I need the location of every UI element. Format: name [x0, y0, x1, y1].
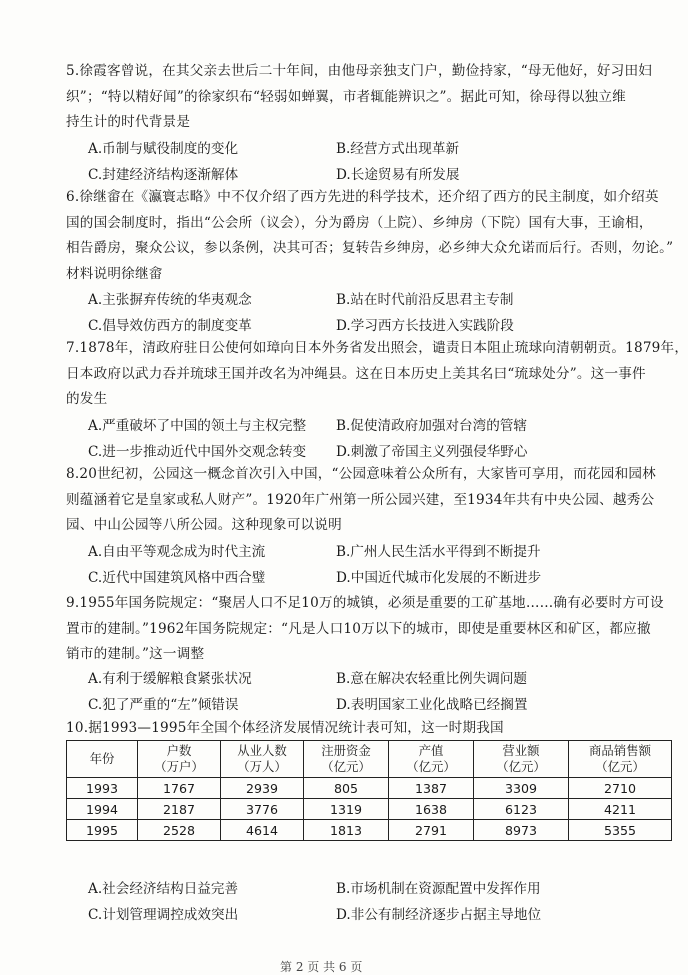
table-cell: 1995 — [67, 820, 138, 841]
question-line: 材料说明徐继畲 — [66, 265, 163, 282]
option-a: A.自由平等观念成为时代主流 — [88, 544, 266, 560]
option-d: D.刺激了帝国主义列强侵华野心 — [336, 444, 528, 460]
question-line: 持生计的时代背景是 — [66, 114, 191, 130]
option-c: C.近代中国建筑风格中西合璧 — [88, 570, 266, 586]
question-line: 则蕴涵着它是皇家或私人财产”。1920年广州第一所公园兴建，至1934年共有中央公园、越秀公 — [66, 491, 655, 508]
table-cell: 2939 — [221, 778, 304, 799]
option-b: B.市场机制在资源配置中发挥作用 — [336, 881, 541, 897]
question-7 — [66, 336, 688, 413]
question-line: 9.1955年国务院规定：“聚居人口不足10万的城镇，必须是重要的工矿基地……确有必要时方可设 — [66, 595, 664, 611]
question-line: 5.徐霞客曾说，在其父亲去世后二十年间，由他母亲独支门户，勤俭持家，“母无他好，好习田妇 — [66, 63, 653, 79]
option-b: B.站在时代前沿反思君主专制 — [336, 292, 514, 308]
header-revenue: 营业额 （亿元） — [474, 741, 569, 778]
page-footer: 第 2 页 共 6 页 — [280, 960, 363, 974]
table-cell: 5355 — [569, 820, 672, 841]
question-5 — [66, 59, 674, 136]
table-row — [67, 778, 672, 799]
question-line: 织”；“特以精好闻”的徐家织布“轻弱如蝉翼，市者辄能辨识之”。据此可知，徐母得以独立维 — [66, 88, 626, 105]
option-c: C.计划管理调控成效突出 — [88, 907, 239, 923]
question-line: 相告爵房，聚众公议，参以条例，决其可否；复转告乡绅房，必乡绅大众允诺而后行。否则，勿论。” — [66, 240, 674, 256]
question-line: 日本政府以武力吞并琉球王国并改名为冲绳县。这在日本历史上美其名曰“琉球处分”。这一事件 — [66, 365, 646, 382]
question-10 — [66, 716, 674, 742]
question-line: 8.20世纪初，公园这一概念首次引入中国，“公园意味着公众所有，大家皆可享用，而花园和园林 — [66, 466, 656, 482]
table-cell: 1767 — [138, 778, 221, 799]
option-a: A.币制与赋役制度的变化 — [88, 141, 239, 157]
table-cell: 1994 — [67, 799, 138, 820]
header-households: 户数 （万户） — [138, 741, 221, 778]
table-row — [67, 820, 672, 841]
table-cell: 2710 — [569, 778, 672, 799]
table-cell: 805 — [304, 778, 389, 799]
table-cell: 4211 — [569, 799, 672, 820]
question-line: 7.1878年，清政府驻日公使何如璋向日本外务省发出照会，谴责日本阻止琉球向清朝朝贡。1879年， — [66, 340, 688, 356]
statistics-table — [66, 740, 672, 841]
header-sales: 商品销售额 （亿元） — [569, 741, 672, 778]
option-a: A.主张摒弃传统的华夷观念 — [88, 292, 252, 308]
option-d: D.学习西方长技进入实践阶段 — [336, 318, 514, 334]
table-cell: 1387 — [389, 778, 474, 799]
question-line: 6.徐继畲在《瀛寰志略》中不仅介绍了西方先进的科学技术，还介绍了西方的民主制度，如介绍英 — [66, 189, 659, 205]
question-line: 销市的建制。”这一调整 — [66, 646, 205, 662]
table-cell: 3309 — [474, 778, 569, 799]
table-cell: 1319 — [304, 799, 389, 820]
question-line: 国的国会制度时，指出“公会所（议会），分为爵房（上院）、乡绅房（下院）国有大事，王谕相， — [66, 214, 653, 231]
option-d: D.长途贸易有所发展 — [336, 167, 460, 183]
table-cell: 2187 — [138, 799, 221, 820]
option-b: B.意在解决农轻重比例失调问题 — [336, 671, 528, 687]
option-b: B.广州人民生活水平得到不断提升 — [336, 544, 541, 560]
table-cell: 1638 — [389, 799, 474, 820]
header-employees: 从业人数 （万人） — [221, 741, 304, 778]
option-d: D.中国近代城市化发展的不断进步 — [336, 570, 542, 586]
question-8 — [66, 462, 674, 539]
option-c: C.进一步推动近代中国外交观念转变 — [88, 444, 307, 460]
header-year: 年份 — [67, 741, 138, 778]
table-cell: 1993 — [67, 778, 138, 799]
table-cell: 1813 — [304, 820, 389, 841]
table-row — [67, 799, 672, 820]
option-a: A.有利于缓解粮食紧张状况 — [88, 671, 252, 687]
header-output: 产值 （亿元） — [389, 741, 474, 778]
question-line: 的发生 — [66, 391, 108, 407]
option-a: A.社会经济结构日益完善 — [88, 881, 239, 897]
table-cell: 8973 — [474, 820, 569, 841]
option-c: C.犯了严重的“左”倾错误 — [88, 697, 239, 713]
table-cell: 2791 — [389, 820, 474, 841]
table-cell: 6123 — [474, 799, 569, 820]
table-cell: 3776 — [221, 799, 304, 820]
question-line: 10.据1993—1995年全国个体经济发展情况统计表可知，这一时期我国 — [66, 720, 504, 736]
option-d: D.表明国家工业化战略已经搁置 — [336, 697, 528, 713]
question-line: 园、中山公园等八所公园。这种现象可以说明 — [66, 517, 342, 533]
option-b: B.经营方式出现革新 — [336, 141, 460, 157]
option-b: B.促使清政府加强对台湾的管辖 — [336, 418, 528, 434]
question-9 — [66, 591, 674, 668]
option-d: D.非公有制经济逐步占据主导地位 — [336, 907, 542, 923]
question-line: 置市的建制。”1962年国务院规定：“凡是人口10万以下的城市，即使是重要林区和矿区，都应撤 — [66, 620, 651, 637]
option-c: C.倡导效仿西方的制度变革 — [88, 318, 252, 334]
table-cell: 2528 — [138, 820, 221, 841]
option-c: C.封建经济结构逐渐解体 — [88, 167, 239, 183]
question-6 — [66, 185, 674, 287]
header-capital: 注册资金 （亿元） — [304, 741, 389, 778]
option-a: A.严重破坏了中国的领土与主权完整 — [88, 418, 307, 434]
table-header-row — [67, 741, 672, 778]
table-cell: 4614 — [221, 820, 304, 841]
